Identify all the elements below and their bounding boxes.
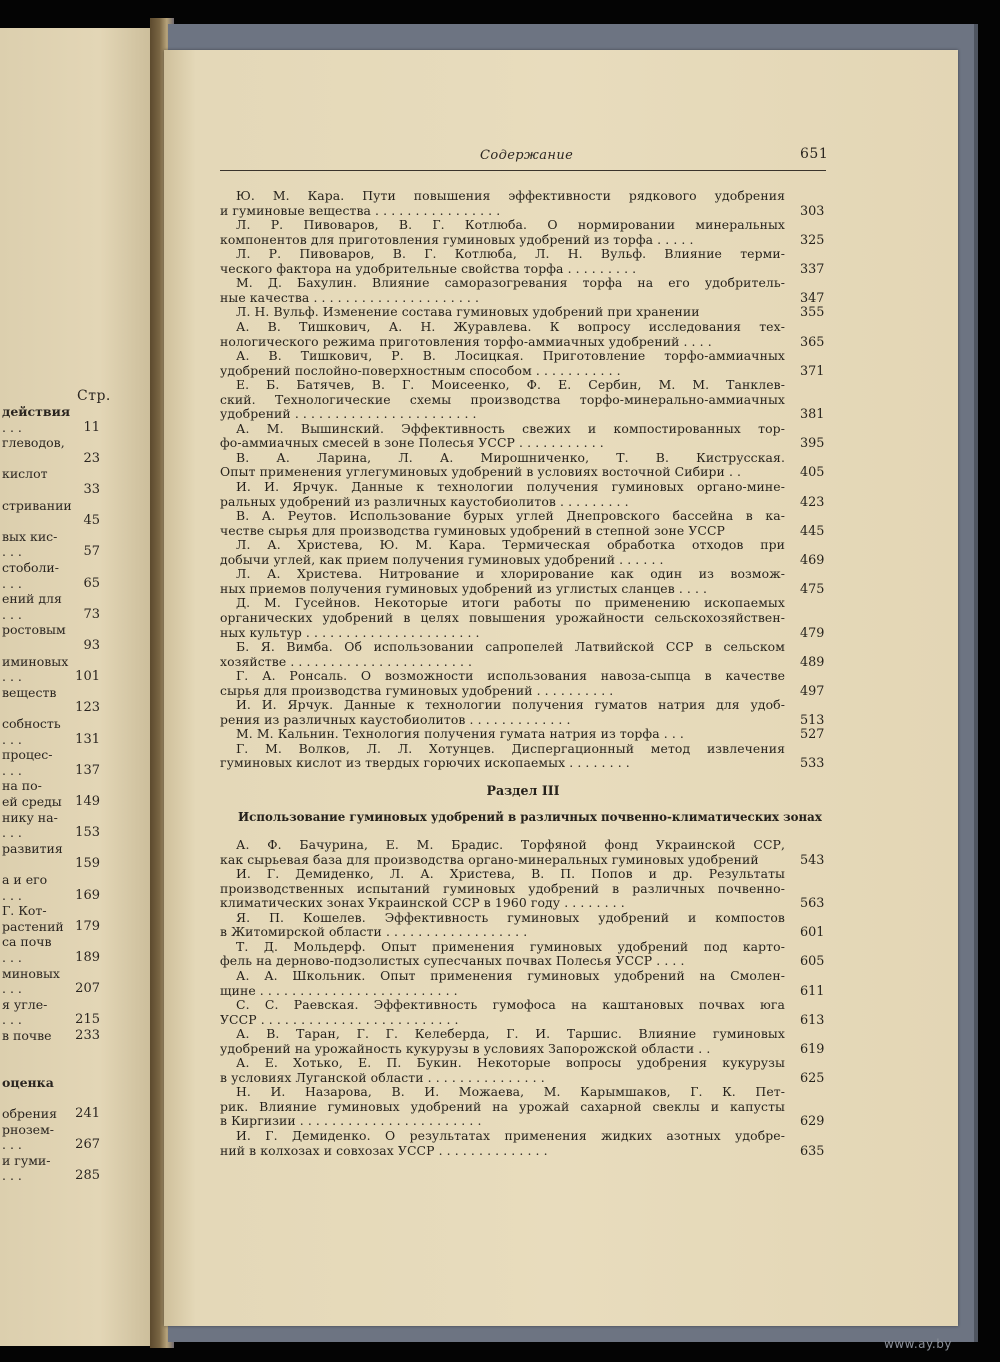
left-page-fragment: вых кис- — [2, 528, 58, 544]
left-page-number: 57 — [83, 544, 100, 560]
left-page-fragment: . . . — [2, 669, 22, 685]
toc-entry-line: Т. Д. Мольдерф. Опыт применения гуминовых удобрений под карто- — [236, 939, 785, 954]
toc-entry-line: ральных удобрений из различных каустобиолитов . . . . . . . . . — [220, 494, 629, 509]
left-page-fragment: . . . — [2, 1012, 22, 1028]
toc-entry-line: сырья для производства гуминовых удобрений . . . . . . . . . . — [220, 683, 614, 698]
toc-entry-line: в Киргизии . . . . . . . . . . . . . . . . . . . . . . . — [220, 1114, 482, 1129]
left-page-fragment: . . . — [2, 825, 22, 841]
toc-entry-line: Я. П. Кошелев. Эффективность гуминовых удобрений и компостов — [236, 910, 785, 925]
toc-entry-line: А. В. Тишкович, А. Н. Журавлева. К вопросу исследования тех- — [236, 319, 785, 334]
toc-page-number: 475 — [800, 581, 825, 597]
toc-page-number: 355 — [800, 305, 825, 321]
left-page-fragment: оценка — [2, 1074, 54, 1090]
toc-entry-line: Г. А. Ронсаль. О возможности использования навоза-сыпца в качестве — [236, 669, 785, 684]
left-page-number: 33 — [83, 482, 100, 497]
left-page-fragment: развития — [2, 840, 63, 856]
left-page-fragment: . . . — [2, 762, 22, 778]
left-page — [0, 28, 166, 1346]
toc-entry-line: удобрений послойно-поверхностным способом . . . . . . . . . . . — [220, 363, 621, 378]
toc-entry-line: А. В. Таран, Г. Г. Келеберда, Г. И. Таршис. Влияние гуминовых — [236, 1027, 785, 1042]
toc-page-number: 601 — [800, 925, 825, 941]
left-page-fragment: иминовых — [2, 653, 69, 669]
left-page-fragment: . . . — [2, 887, 22, 903]
left-page-fragment: и гуми- — [2, 1152, 51, 1168]
left-page-fragment: на по- — [2, 778, 42, 794]
toc-entry-line: В. А. Реутов. Использование бурых углей Днепровского бассейна в ка- — [236, 509, 785, 524]
toc-entry-line: А. А. Школьник. Опыт применения гуминовых удобрений на Смолен- — [236, 968, 785, 983]
left-page-fragment: . . . — [2, 1168, 22, 1184]
left-page-number: 233 — [75, 1028, 100, 1043]
toc-entry-line: Л. Р. Пивоваров, В. Г. Котлюба, Л. Н. Вульф. Влияние терми- — [236, 247, 785, 262]
toc-entry-line: УССР . . . . . . . . . . . . . . . . . . . . . . . . . — [220, 1012, 459, 1027]
left-page-number: 179 — [75, 918, 100, 934]
left-page-number: 65 — [83, 575, 100, 591]
toc-page-number: 625 — [800, 1070, 825, 1086]
running-head: Содержание — [480, 148, 574, 163]
toc-page-number: 513 — [800, 712, 825, 728]
toc-entry-line: фо-аммиачных смесей в зоне Полесья УССР . . . . . . . . . . . — [220, 436, 604, 451]
left-page-fragment: растений — [2, 918, 64, 934]
toc-page-number: 611 — [800, 983, 825, 999]
left-page-fragment: . . . — [2, 950, 22, 965]
left-page-fragment: нику на- — [2, 809, 58, 825]
toc-entry-line: удобрений на урожайность кукурузы в условиях Запорожской области . . — [220, 1041, 711, 1056]
left-page-number: 73 — [83, 606, 100, 622]
left-page-number: 149 — [75, 794, 100, 809]
toc-page-number: 605 — [800, 954, 825, 970]
toc-entry-line: И. И. Ярчук. Данные к технологии получения гуматов натрия для удоб- — [236, 698, 785, 713]
toc-page-number: 635 — [800, 1143, 825, 1159]
left-page-fragment: ей среды — [2, 794, 62, 809]
section-label: Раздел III — [486, 783, 560, 798]
toc-page-number: 303 — [800, 203, 825, 219]
left-page-fragment: . . . — [2, 606, 22, 622]
toc-page-number: 527 — [800, 727, 825, 743]
toc-entry-line: честве сырья для производства гуминовых удобрений в степной зоне УССР — [220, 523, 725, 538]
toc-entry-line: удобрений . . . . . . . . . . . . . . . . . . . . . . . — [220, 407, 477, 422]
toc-entry-line: Л. А. Христева. Нитрование и хлорирование как один из возмож- — [236, 567, 785, 582]
toc-entry-line: нологического режима приготовления торфо-аммиачных удобрений . . . . — [220, 334, 712, 349]
toc-entry-line: рения из различных каустобиолитов . . . . . . . . . . . . . — [220, 712, 571, 727]
toc-entry-line: А. Е. Хотько, Е. П. Букин. Некоторые вопросы удобрения кукурузы — [236, 1056, 785, 1071]
left-page-number: 101 — [75, 669, 100, 685]
toc-entry-line: ных приемов получения гуминовых удобрений из углистых сланцев . . . . — [220, 581, 708, 596]
left-page-number: 123 — [75, 700, 100, 716]
toc-entry-line: фель на дерново-подзолистых супесчаных почвах Полесья УССР . . . . — [220, 954, 685, 969]
toc-page-number: 405 — [800, 465, 825, 481]
toc-page-number: 479 — [800, 625, 825, 641]
left-page-number: 11 — [83, 419, 100, 435]
toc-page-number: 325 — [800, 232, 825, 248]
toc-page-number: 629 — [800, 1114, 825, 1130]
left-page-number: 45 — [83, 513, 100, 529]
toc-entry-line: ний в колхозах и совхозах УССР . . . . . . . . . . . . . . — [220, 1143, 548, 1158]
left-page-fragment: в почве — [2, 1028, 52, 1043]
toc-entry-line: ский. Технологические схемы производства торфо-минерально-аммиачных — [220, 392, 785, 407]
left-page-number: 169 — [75, 887, 100, 903]
toc-entry-line: Е. Б. Батячев, В. Г. Моисеенко, Ф. Е. Сербин, М. М. Танклев- — [236, 378, 785, 393]
left-page-fragment: ений для — [2, 591, 62, 607]
watermark: www.ay.by — [884, 1337, 952, 1351]
toc-page-number: 445 — [800, 523, 825, 539]
left-page-fragment: глеводов, — [2, 435, 65, 451]
toc-page-number: 337 — [800, 261, 825, 277]
left-page-fragment: рнозем- — [2, 1121, 55, 1137]
left-page-number: 285 — [75, 1168, 100, 1184]
toc-entry-line: производственных испытаний гуминовых удобрений в различных почвенно- — [220, 881, 785, 896]
left-page-number: 153 — [75, 825, 100, 841]
toc-entry-line: Л. Н. Вульф. Изменение состава гуминовых удобрений при хранении — [236, 305, 700, 320]
toc-entry-line: в Житомирской области . . . . . . . . . . . . . . . . . . — [220, 925, 528, 940]
left-page-fragment: ростовым — [2, 622, 66, 638]
left-page-fragment: а и его — [2, 872, 48, 887]
toc-entry-line: ческого фактора на удобрительные свойства торфа . . . . . . . . . — [220, 261, 637, 276]
toc-page-number: 543 — [800, 852, 825, 868]
toc-entry-line: ные качества . . . . . . . . . . . . . . . . . . . . . — [220, 290, 480, 305]
toc-entry-line: климатических зонах Украинской ССР в 1960 году . . . . . . . . — [220, 896, 625, 911]
page-number: 651 — [800, 146, 829, 162]
toc-entry-line: И. Г. Демиденко, Л. А. Христева, В. П. Попов и др. Результаты — [236, 867, 785, 882]
toc-entry-line: щине . . . . . . . . . . . . . . . . . . . . . . . . . — [220, 983, 458, 998]
left-page-number: 93 — [83, 638, 100, 653]
toc-entry-line: М. Д. Бахулин. Влияние саморазогревания торфа на его удобритель- — [236, 276, 785, 291]
toc-entry-line: Д. М. Гусейнов. Некоторые итоги работы по применению ископаемых — [236, 596, 785, 611]
toc-entry-line: компонентов для приготовления гуминовых удобрений из торфа . . . . . — [220, 232, 694, 247]
left-page-fragment: . . . — [2, 731, 22, 747]
toc-page-number: 497 — [800, 683, 825, 699]
left-page-number: 23 — [83, 450, 100, 466]
left-page-column-head: Стр. — [77, 388, 111, 404]
left-page-number: 241 — [75, 1106, 100, 1121]
toc-entry-line: Н. И. Назарова, В. И. Можаева, М. Карымшаков, Г. К. Пет- — [236, 1085, 785, 1100]
toc-entry-line: Ю. М. Кара. Пути повышения эффективности рядкового удобрения — [236, 189, 785, 203]
left-page-number: 159 — [75, 856, 100, 872]
toc-entry-line: ных культур . . . . . . . . . . . . . . . . . . . . . . — [220, 625, 480, 640]
toc-page-number: 469 — [800, 552, 825, 568]
header-rule — [220, 170, 826, 171]
left-page-fragment: действия — [2, 404, 71, 419]
toc-entry-line: органических удобрений в целях повышения урожайности сельскохозяйствен- — [220, 610, 785, 625]
left-page-fragment: . . . — [2, 1137, 22, 1153]
section-title: Использование гуминовых удобрений в различных почвенно-климатических зонах — [238, 810, 822, 824]
left-page-fragment: стривании — [2, 497, 72, 513]
toc-entry-line: И. И. Ярчук. Данные к технологии получения гуминовых органо-мине- — [236, 480, 785, 494]
toc-page-number: 365 — [800, 334, 825, 350]
left-page-fragment: миновых — [2, 965, 60, 981]
left-page-number: 189 — [75, 950, 100, 965]
toc-page-number: 533 — [800, 756, 825, 772]
left-page-fragment: . . . — [2, 575, 22, 591]
toc-entry-line: добычи углей, как прием получения гуминовых удобрений . . . . . . — [220, 552, 664, 567]
toc-entry-line: А. В. Тишкович, Р. В. Лосицкая. Приготовление торфо-аммиачных — [236, 349, 785, 364]
toc-entry-line: в условиях Луганской области . . . . . . . . . . . . . . . — [220, 1070, 545, 1085]
toc-page-number: 563 — [800, 896, 825, 912]
left-page-number: 215 — [75, 1012, 100, 1028]
toc-page-number: 371 — [800, 363, 825, 379]
left-page-fragment: са почв — [2, 934, 52, 950]
left-page-fragment: обрения — [2, 1106, 57, 1121]
toc-entry-line: Опыт применения углегуминовых удобрений в условиях восточной Сибири . . — [220, 465, 742, 480]
left-page-fragment: Г. Кот- — [2, 903, 47, 919]
toc-page-number: 381 — [800, 407, 825, 423]
left-page-fragment: я угле- — [2, 996, 48, 1012]
toc-entry-line: А. Ф. Бачурина, Е. М. Брадис. Торфяной фонд Украинской ССР, — [236, 838, 785, 852]
left-page-number: 207 — [75, 981, 100, 997]
left-page-fragment: . . . — [2, 544, 22, 560]
left-page-number: 137 — [75, 762, 100, 778]
toc-entry-line: Б. Я. Вимба. Об использовании сапропелей Латвийской ССР в сельском — [236, 640, 785, 655]
toc-page-number: 423 — [800, 494, 825, 510]
toc-entry-line: И. Г. Демиденко. О результатах применения жидких азотных удобре- — [236, 1129, 785, 1143]
toc-page-number: 619 — [800, 1041, 825, 1057]
toc-entry-line: и гуминовые вещества . . . . . . . . . . . . . . . . — [220, 203, 501, 218]
left-page-fragment: процес- — [2, 747, 53, 763]
left-page-fragment: собность — [2, 716, 61, 731]
toc-entry-line: М. М. Кальнин. Технология получения гумата натрия из торфа . . . — [236, 727, 684, 742]
toc-entry-line: хозяйстве . . . . . . . . . . . . . . . . . . . . . . . — [220, 654, 473, 669]
toc-entry-line: В. А. Ларина, Л. А. Мирошниченко, Т. В. Киструсская. — [236, 450, 785, 465]
toc-page-number: 395 — [800, 436, 825, 452]
left-page-number: 131 — [75, 731, 100, 747]
left-page-row — [0, 1168, 166, 1186]
left-page-fragment: веществ — [2, 684, 57, 700]
left-page-fragment: . . . — [2, 981, 22, 997]
toc-entry-line: рик. Влияние гуминовых удобрений на урожай сахарной свеклы и капусты — [220, 1099, 785, 1114]
toc-entry-line: гуминовых кислот из твердых горючих ископаемых . . . . . . . . — [220, 756, 630, 771]
left-page-number: 267 — [75, 1137, 100, 1153]
left-page-fragment: стоболи- — [2, 560, 59, 575]
toc-entry-line: Л. А. Христева, Ю. М. Кара. Термическая обработка отходов при — [236, 538, 785, 553]
toc-entry-line: Г. М. Волков, Л. Л. Хотунцев. Диспергационный метод извлечения — [236, 741, 785, 756]
toc-entry-line: как сырьевая база для производства органо-минеральных гуминовых удобрений — [220, 852, 759, 867]
toc-entry-line: Л. Р. Пивоваров, В. Г. Котлюба. О нормировании минеральных — [236, 218, 785, 233]
toc-entry-line: А. М. Вышинский. Эффективность свежих и компостированных тор- — [236, 421, 785, 436]
left-page-fragment: кислот — [2, 466, 48, 482]
toc-entry-line: С. С. Раевская. Эффективность гумофоса на каштановых почвах юга — [236, 998, 785, 1013]
toc-page-number: 489 — [800, 654, 825, 670]
left-page-fragment: . . . — [2, 419, 22, 435]
toc-page-number: 347 — [800, 290, 825, 306]
toc-page-number: 613 — [800, 1012, 825, 1028]
